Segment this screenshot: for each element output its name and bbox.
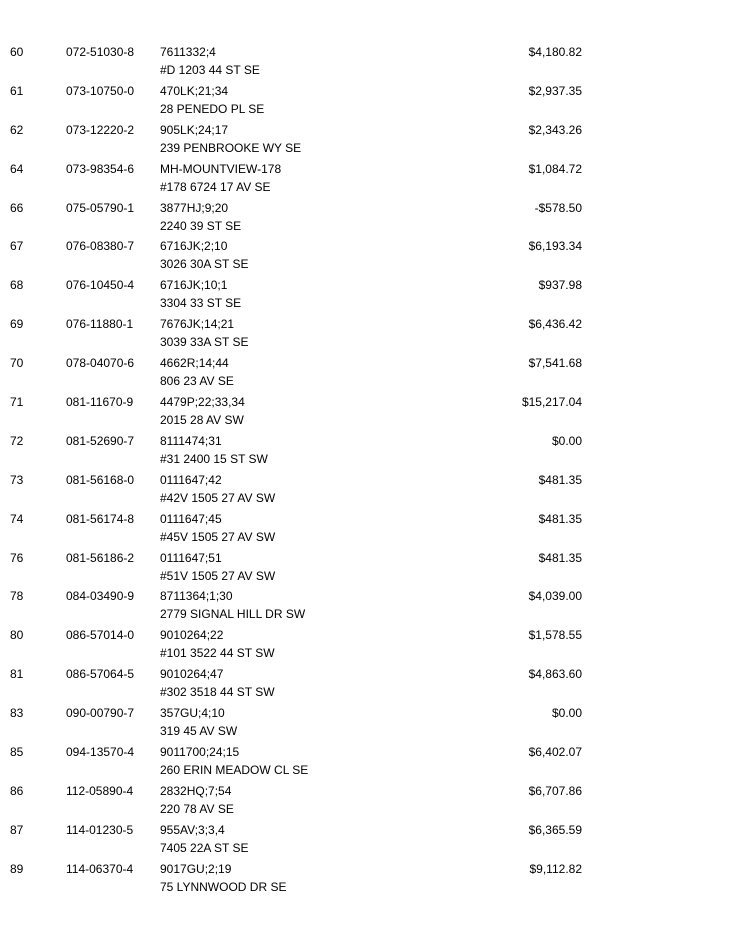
- record-number: 80: [10, 628, 24, 643]
- property-address: 7405 22A ST SE: [160, 840, 249, 855]
- roll-number: 114-01230-5: [66, 822, 134, 837]
- record-row: [0, 667, 744, 706]
- legal-description: 470LK;21;34: [160, 83, 229, 98]
- amount: $6,436.42: [528, 317, 582, 332]
- record-row: [0, 434, 744, 473]
- record-number: 60: [10, 45, 24, 59]
- property-address: #101 3522 44 ST SW: [160, 646, 275, 661]
- roll-number: 073-10750-0: [66, 83, 135, 98]
- legal-description: 9010264;22: [160, 628, 224, 643]
- record-number: 83: [10, 706, 24, 721]
- property-address: #178 6724 17 AV SE: [160, 179, 271, 194]
- roll-number: 112-05890-4: [66, 783, 134, 798]
- amount: $2,937.35: [528, 83, 582, 98]
- record-number: 72: [10, 433, 24, 448]
- legal-description: 0111647;51: [160, 550, 222, 565]
- amount: $481.35: [538, 550, 582, 565]
- amount: $937.98: [538, 278, 582, 293]
- record-row: [0, 162, 744, 201]
- legal-description: 9010264;47: [160, 667, 224, 682]
- record-number: 69: [10, 317, 24, 332]
- roll-number: 086-57014-0: [66, 628, 135, 643]
- roll-number: 075-05790-1: [66, 200, 135, 215]
- legal-description: 4479P;22;33,34: [160, 395, 245, 410]
- record-number: 62: [10, 122, 24, 137]
- record-row: [0, 512, 744, 551]
- roll-number: 094-13570-4: [66, 745, 135, 760]
- record-row: [0, 395, 744, 434]
- amount: $2,343.26: [528, 122, 582, 137]
- record-row: [0, 317, 744, 356]
- property-address: #42V 1505 27 AV SW: [160, 490, 276, 505]
- amount: $4,863.60: [528, 667, 582, 682]
- property-address: 319 45 AV SW: [160, 724, 238, 739]
- legal-description: 8111474;31: [160, 433, 222, 448]
- roll-number: 090-00790-7: [66, 706, 135, 721]
- roll-number: 081-56174-8: [66, 511, 135, 526]
- record-number: 81: [10, 667, 24, 682]
- record-row: [0, 473, 744, 512]
- amount: $1,084.72: [528, 161, 582, 176]
- legal-description: 357GU;4;10: [160, 706, 225, 721]
- legal-description: 905LK;24;17: [160, 122, 229, 137]
- record-row: [0, 45, 744, 84]
- legal-description: 955AV;3;3,4: [160, 822, 225, 837]
- record-row: [0, 784, 744, 823]
- property-address: 3039 33A ST SE: [160, 335, 249, 350]
- amount: $6,365.59: [528, 822, 582, 837]
- roll-number: 076-08380-7: [66, 239, 135, 254]
- property-address: 806 23 AV SE: [160, 374, 234, 389]
- property-address: 2240 39 ST SE: [160, 218, 242, 233]
- record-row: [0, 278, 744, 317]
- amount: $4,180.82: [528, 45, 582, 59]
- property-address: 75 LYNNWOOD DR SE: [160, 879, 287, 894]
- property-address: #45V 1505 27 AV SW: [160, 529, 276, 544]
- roll-number: 081-56168-0: [66, 472, 135, 487]
- legal-description: 4662R;14;44: [160, 356, 229, 371]
- roll-number: 081-52690-7: [66, 433, 135, 448]
- roll-number: 073-98354-6: [66, 161, 135, 176]
- property-address: #31 2400 15 ST SW: [160, 451, 268, 466]
- roll-number: 072-51030-8: [66, 45, 135, 59]
- record-number: 66: [10, 200, 24, 215]
- legal-description: 6716JK;10;1: [160, 278, 228, 293]
- legal-description: 6716JK;2;10: [160, 239, 228, 254]
- record-number: 73: [10, 472, 24, 487]
- record-number: 86: [10, 783, 24, 798]
- record-row: [0, 239, 744, 278]
- amount: $0.00: [551, 433, 582, 448]
- property-address: 3304 33 ST SE: [160, 296, 242, 311]
- property-address: 3026 30A ST SE: [160, 257, 249, 272]
- amount: $0.00: [551, 706, 582, 721]
- amount: $481.35: [538, 511, 582, 526]
- amount: -$578.50: [534, 200, 582, 215]
- record-number: 78: [10, 589, 24, 604]
- record-number: 70: [10, 356, 24, 371]
- amount: $6,707.86: [528, 783, 582, 798]
- legal-description: 9011700;24;15: [160, 745, 240, 760]
- property-address: #302 3518 44 ST SW: [160, 685, 275, 700]
- property-address: 220 78 AV SE: [160, 801, 234, 816]
- legal-description: 7611332;4: [160, 45, 216, 59]
- roll-number: 114-06370-4: [66, 861, 134, 876]
- record-number: 76: [10, 550, 24, 565]
- record-row: [0, 628, 744, 667]
- legal-description: 9017GU;2;19: [160, 861, 232, 876]
- record-row: [0, 745, 744, 784]
- property-address: 239 PENBROOKE WY SE: [160, 140, 302, 155]
- record-number: 74: [10, 511, 24, 526]
- roll-number: 073-12220-2: [66, 122, 135, 137]
- record-number: 71: [10, 395, 24, 410]
- amount: $6,402.07: [528, 745, 582, 760]
- amount: $7,541.68: [528, 356, 582, 371]
- record-number: 87: [10, 822, 24, 837]
- property-address: 2779 SIGNAL HILL DR SW: [160, 607, 306, 622]
- record-row: [0, 123, 744, 162]
- record-number: 61: [10, 83, 24, 98]
- legal-description: 0111647;42: [160, 472, 222, 487]
- amount: $4,039.00: [528, 589, 582, 604]
- amount: $6,193.34: [528, 239, 582, 254]
- legal-description: 0111647;45: [160, 511, 222, 526]
- property-address: 28 PENEDO PL SE: [160, 101, 265, 116]
- record-number: 68: [10, 278, 24, 293]
- property-address: 260 ERIN MEADOW CL SE: [160, 763, 309, 778]
- record-row: [0, 356, 744, 395]
- amount: $481.35: [538, 472, 582, 487]
- legal-description: 7676JK;14;21: [160, 317, 235, 332]
- record-row: [0, 862, 744, 901]
- roll-number: 076-11880-1: [66, 317, 134, 332]
- property-address: 2015 28 AV SW: [160, 413, 244, 428]
- records-list: [0, 45, 744, 901]
- record-number: 85: [10, 745, 24, 760]
- roll-number: 081-11670-9: [66, 395, 134, 410]
- legal-description: 2832HQ;7;54: [160, 783, 232, 798]
- roll-number: 076-10450-4: [66, 278, 135, 293]
- record-row: [0, 84, 744, 123]
- legal-description: MH-MOUNTVIEW-178: [160, 161, 282, 176]
- record-row: [0, 589, 744, 628]
- amount: $15,217.04: [521, 395, 582, 410]
- legal-description: 8711364;1;30: [160, 589, 233, 604]
- record-number: 64: [10, 161, 24, 176]
- amount: $1,578.55: [528, 628, 582, 643]
- property-address: #51V 1505 27 AV SW: [160, 568, 276, 583]
- roll-number: 084-03490-9: [66, 589, 135, 604]
- record-number: 89: [10, 861, 24, 876]
- record-row: [0, 823, 744, 862]
- roll-number: 081-56186-2: [66, 550, 135, 565]
- legal-description: 3877HJ;9;20: [160, 200, 229, 215]
- record-row: [0, 551, 744, 590]
- roll-number: 086-57064-5: [66, 667, 135, 682]
- record-row: [0, 706, 744, 745]
- record-number: 67: [10, 239, 24, 254]
- property-address: #D 1203 44 ST SE: [160, 63, 260, 77]
- roll-number: 078-04070-6: [66, 356, 135, 371]
- record-row: [0, 201, 744, 240]
- amount: $9,112.82: [529, 861, 582, 876]
